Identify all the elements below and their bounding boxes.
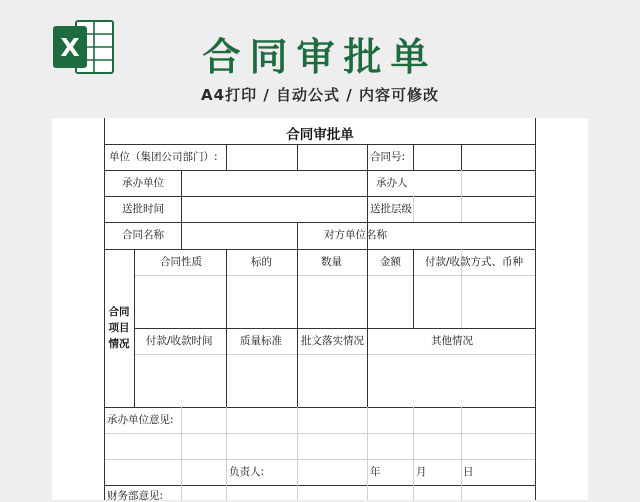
- quantity-label: 数量: [321, 256, 342, 268]
- finance-opinion-label: 财务部意见:: [107, 490, 164, 502]
- other-info-label: 其他情况: [431, 335, 473, 347]
- responsible-label: 负责人:: [229, 466, 265, 478]
- payment-time-label: 付款/收款时间: [146, 335, 213, 347]
- amount-label: 金额: [380, 256, 401, 268]
- approval-status-label: 批文落实情况: [301, 335, 364, 347]
- project-info-label: 合同 项目 情况: [108, 306, 130, 350]
- unit-label: 单位（集团公司部门）:: [109, 151, 218, 163]
- month-label: 月: [416, 466, 427, 478]
- year-label: 年: [370, 466, 381, 478]
- contract-name-label: 合同名称: [122, 229, 164, 241]
- submit-level-label: 送批层级: [370, 203, 412, 215]
- quality-standard-label: 质量标准: [240, 335, 282, 347]
- header: [0, 0, 640, 118]
- form-title: 合同审批单: [286, 127, 354, 143]
- page-subtitle: A4打印 / 自动公式 / 内容可修改: [201, 86, 439, 104]
- day-label: 日: [463, 466, 474, 478]
- page-title: 合同审批单: [202, 35, 438, 79]
- approval-form: [104, 118, 536, 500]
- counterparty-name-label: 对方单位名称: [324, 229, 387, 241]
- logo-letter: X: [60, 33, 80, 62]
- undertaking-opinion-label: 承办单位意见:: [107, 414, 174, 426]
- undertaking-unit-label: 承办单位: [122, 177, 164, 189]
- contract-nature-label: 合同性质: [160, 256, 202, 268]
- undertaker-label: 承办人: [376, 177, 408, 189]
- subject-label: 标的: [251, 256, 272, 268]
- payment-method-label: 付款/收款方式、币种: [425, 256, 524, 268]
- contract-number-label: 合同号:: [370, 151, 406, 163]
- submit-time-label: 送批时间: [122, 203, 164, 215]
